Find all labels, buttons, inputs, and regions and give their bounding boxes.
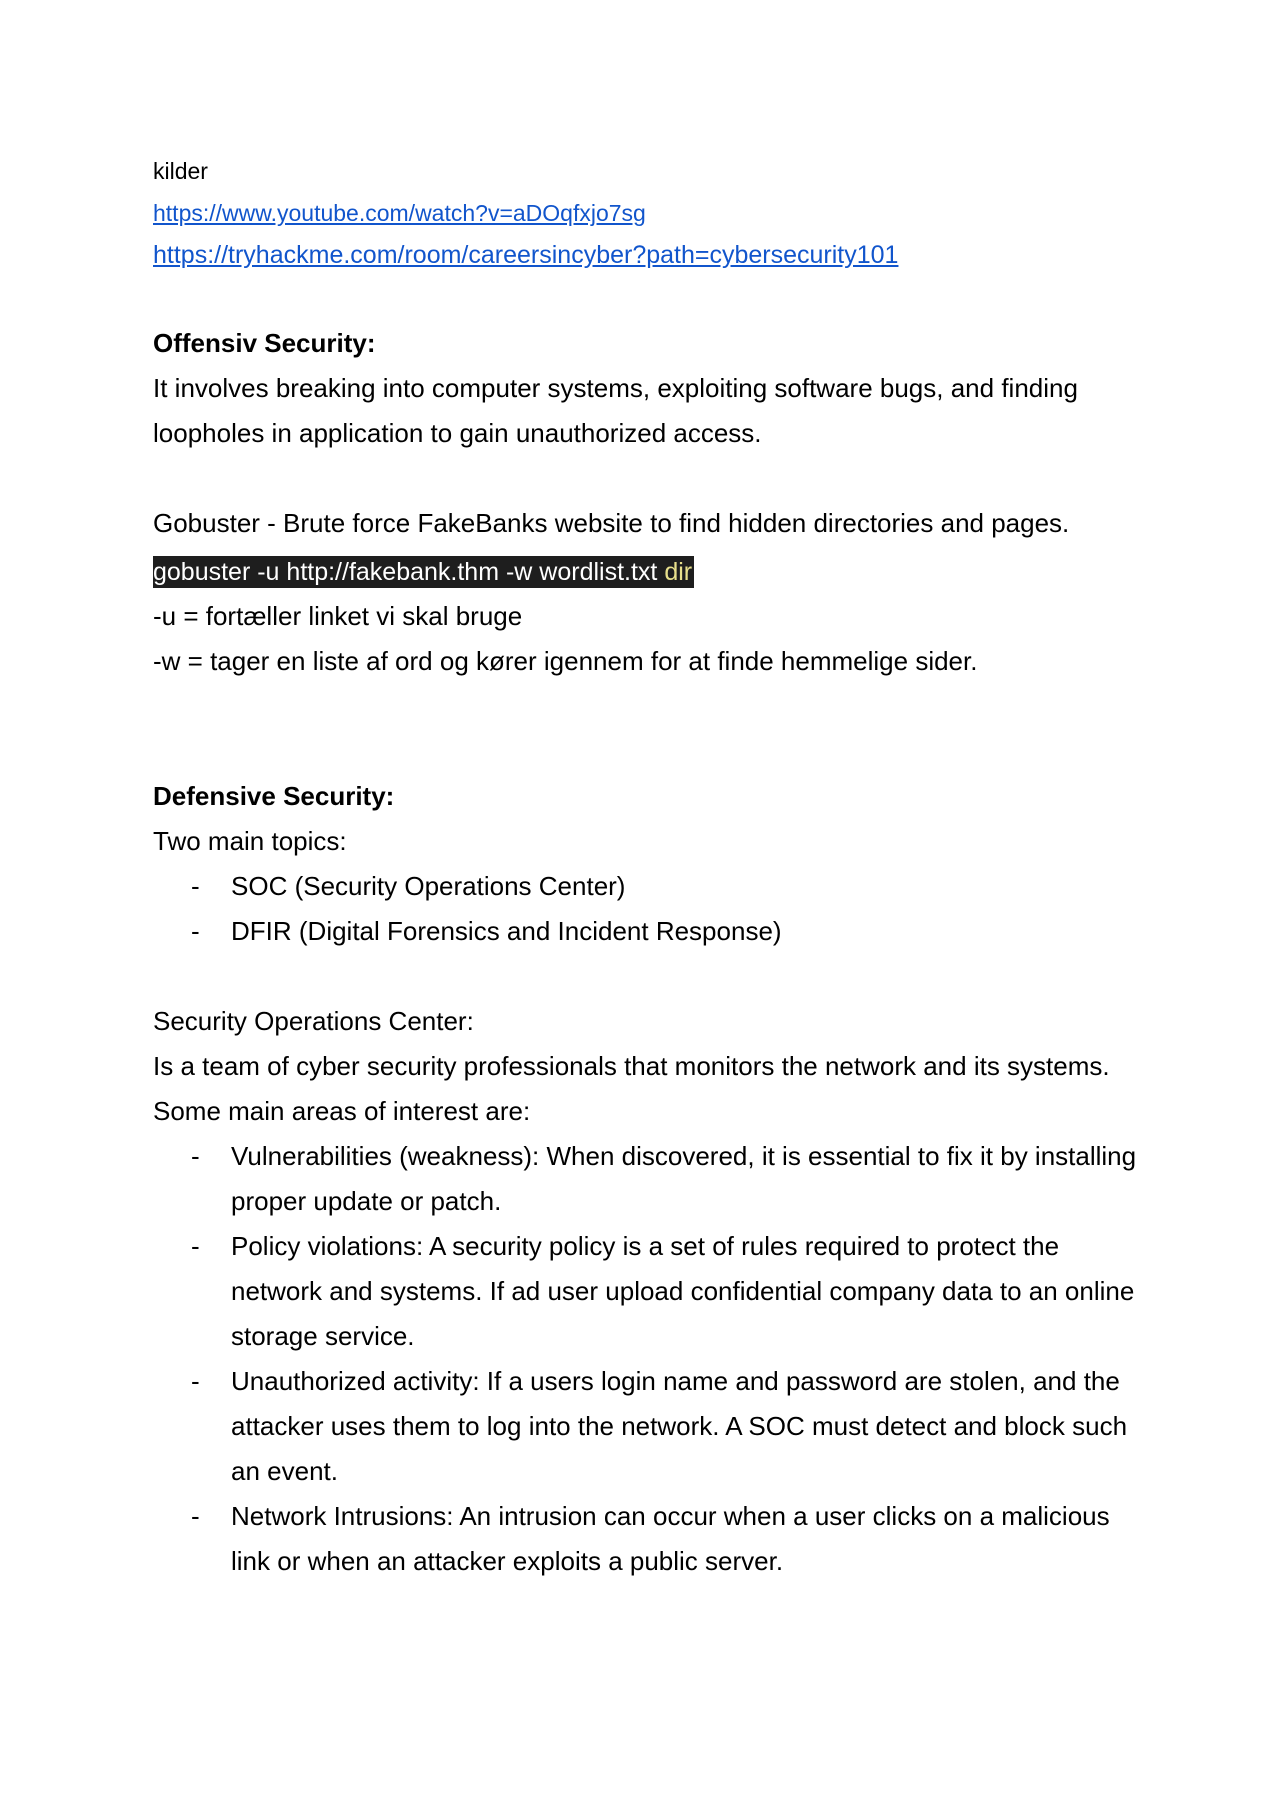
command-text: gobuster -u http://fakebank.thm -w wordlist.txt <box>153 558 665 586</box>
gobuster-description: Gobuster - Brute force FakeBanks website to find hidden directories and pages. <box>153 508 1070 538</box>
soc-description: Is a team of cyber security professionals that monitors the network and its systems. <box>153 1051 1110 1081</box>
area-network-intrusions: Network Intrusions: An intrusion can occur when a user clicks on a malicious link or when an attacker exploits a public server. <box>231 1501 1110 1576</box>
list-item <box>153 1224 1153 1359</box>
sources-label: kilder <box>153 158 208 184</box>
source-link-tryhackme <box>153 234 1153 276</box>
list-item <box>153 909 1153 954</box>
tryhackme-link[interactable]: https://tryhackme.com/room/careersincyber?path=cybersecurity101 <box>153 241 899 269</box>
spacer <box>153 456 1153 501</box>
area-vulnerabilities: Vulnerabilities (weakness): When discovered, it is essential to fix it by installing proper update or patch. <box>231 1141 1137 1216</box>
command-block <box>153 546 1153 594</box>
soc-areas-intro: Some main areas of interest are: <box>153 1096 531 1126</box>
gobuster-command <box>153 556 694 588</box>
spacer <box>153 954 1153 999</box>
list-item <box>153 1134 1153 1224</box>
topic-soc: SOC (Security Operations Center) <box>231 871 626 901</box>
topic-dfir: DFIR (Digital Forensics and Incident Response) <box>231 916 782 946</box>
offensive-description: It involves breaking into computer systems, exploiting software bugs, and finding loopholes in application to gain unauthorized access. <box>153 373 1078 448</box>
defensive-heading: Defensive Security: <box>153 781 395 811</box>
flag-w-explanation: -w = tager en liste af ord og kører igennem for at finde hemmelige sider. <box>153 646 978 676</box>
defensive-intro: Two main topics: <box>153 826 347 856</box>
list-item <box>153 1494 1153 1584</box>
soc-title: Security Operations Center: <box>153 1006 474 1036</box>
list-item <box>153 1359 1153 1494</box>
spacer <box>153 684 1153 774</box>
list-dash: - <box>191 1366 200 1396</box>
list-dash: - <box>191 871 200 901</box>
document-page <box>153 150 1153 1584</box>
flag-u-explanation: -u = fortæller linket vi skal bruge <box>153 601 523 631</box>
spacer <box>153 276 1153 321</box>
list-dash: - <box>191 1231 200 1261</box>
command-keyword: dir <box>664 558 693 586</box>
area-unauthorized-activity: Unauthorized activity: If a users login name and password are stolen, and the attacker uses them to log into the network. A SOC must detect and block such an event. <box>231 1366 1128 1486</box>
list-dash: - <box>191 1501 200 1531</box>
offensive-heading: Offensiv Security: <box>153 328 376 358</box>
defensive-topics-list <box>153 864 1153 954</box>
area-policy-violations: Policy violations: A security policy is a set of rules required to protect the network and systems. If ad user upload confidential company data to an online storage service. <box>231 1231 1135 1351</box>
list-dash: - <box>191 1141 200 1171</box>
list-dash: - <box>191 916 200 946</box>
youtube-link[interactable]: https://www.youtube.com/watch?v=aDOqfxjo7sg <box>153 200 646 226</box>
list-item <box>153 864 1153 909</box>
source-link-youtube <box>153 192 1153 234</box>
soc-areas-list <box>153 1134 1153 1584</box>
